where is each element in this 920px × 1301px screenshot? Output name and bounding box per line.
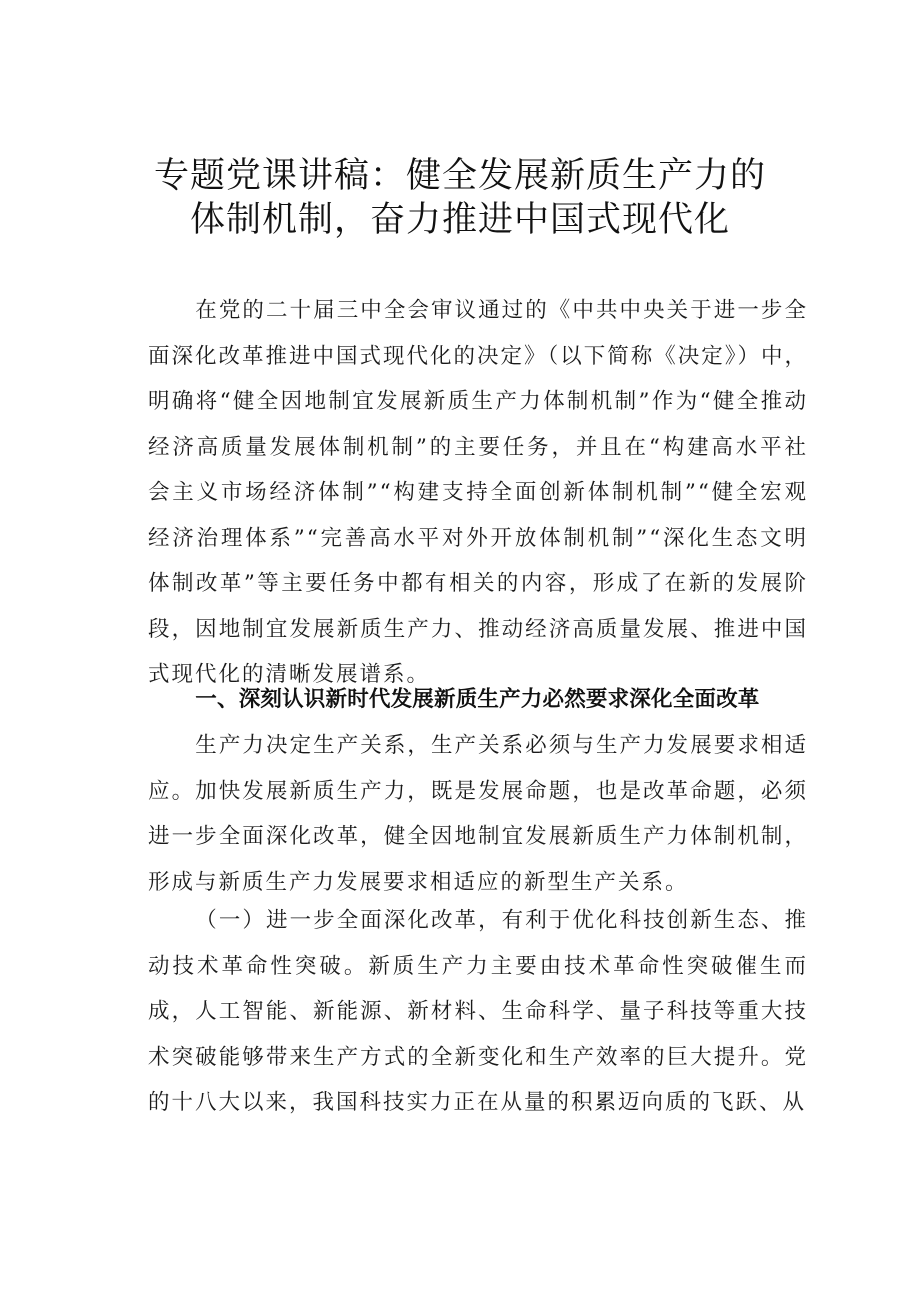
document-title-line-1: 专题党课讲稿：健全发展新质生产力的	[153, 156, 766, 196]
section-1-paragraph: 生产力决定生产关系，生产关系必须与生产力发展要求相适应。加快发展新质生产力，既是发展命题，也是改革命题，必须进一步全面深化改革，健全因地制宜发展新质生产力体制机制，形成与新质生产力发展要求相适应的新型生产关系。	[148, 733, 808, 895]
document-title-line-2: 体制机制，奋力推进中国式现代化	[189, 200, 730, 240]
subsection-1-paragraph: （一）进一步全面深化改革，有利于优化科技创新生态、推动技术革命性突破。新质生产力主要由技术革命性突破催生而成，人工智能、新能源、新材料、生命科学、量子科技等重大技术突破能够带来生产方式的全新变化和生产效率的巨大提升。党的十八大以来，我国科技实力正在从量的积累迈向质的飞跃、从	[148, 908, 808, 1115]
intro-paragraph: 在党的二十届三中全会审议通过的《中共中央关于进一步全面深化改革推进中国式现代化的决定》（以下简称《决定》）中，明确将“健全因地制宜发展新质生产力体制机制”作为“健全推动经济高质量发展体制机制”的主要任务，并且在“构建高水平社会主义市场经济体制”“构建支持全面创新体制机制”“健全宏观经济治理体系”“完善高水平对外开放体制机制”“深化生态文明体制改革”等主要任务中都有相关的内容，形成了在新的发展阶段，因地制宜发展新质生产力、推动经济高质量发展、推进中国式现代化的清晰发展谱系。	[148, 298, 809, 687]
section-heading-1: 一、深刻认识新时代发展新质生产力必然要求深化全面改革	[195, 687, 760, 712]
